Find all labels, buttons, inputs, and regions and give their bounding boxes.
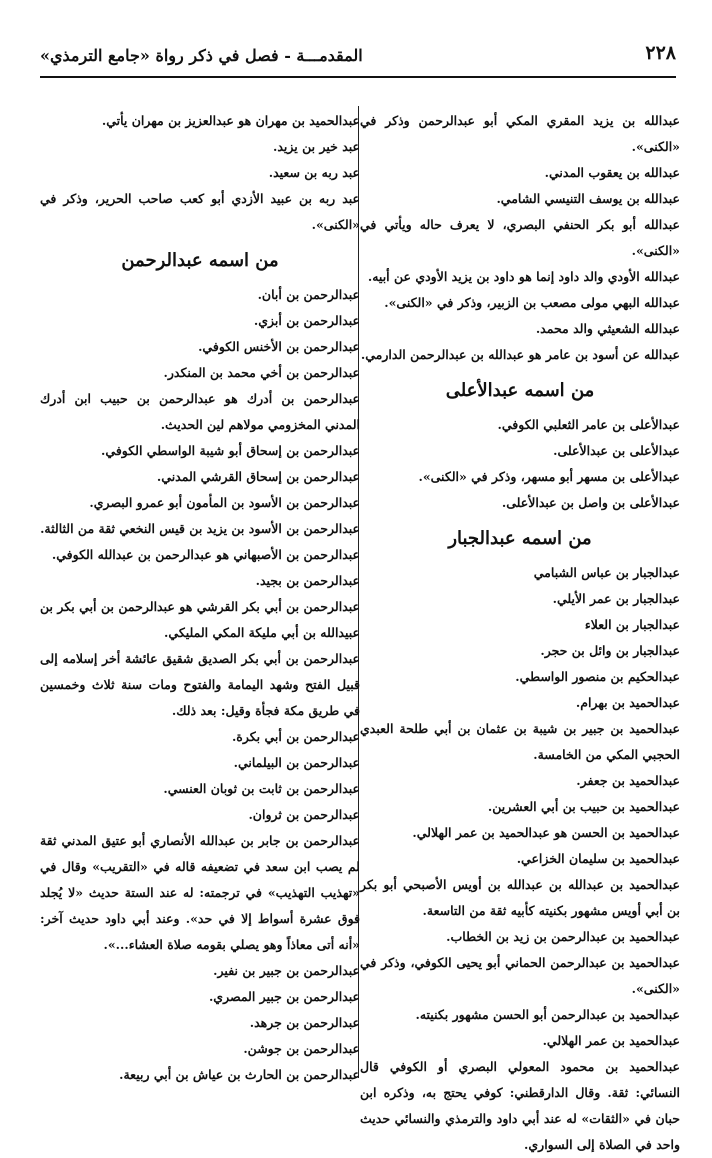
section-heading: من اسمه عبدالجبار (448, 528, 592, 549)
narrator-entry: عبدالرحمن بن جبير المصري. (208, 989, 360, 1004)
narrator-entry: عبدالرحمن بن جوشن. (243, 1041, 360, 1056)
narrator-entry: عبدالحميد بن عمر الهلالي. (542, 1033, 680, 1048)
narrator-entry: عبدالحميد بن جعفر. (576, 773, 680, 788)
narrator-entry: عبدالأعلى بن عامر الثعلبي الكوفي. (497, 417, 680, 432)
narrator-entry: عبدالحميد بن سليمان الخزاعي. (516, 851, 680, 866)
right-column (360, 108, 680, 1158)
narrator-entry: عبدالرحمن بن الأخنس الكوفي. (198, 339, 360, 354)
narrator-entry: عبد ربه بن سعيد. (268, 165, 360, 180)
narrator-entry: عبدالحميد بن محمود المعولي البصري أو الكوفي قال النسائي: ثقة. وقال الدارقطني: كوفي يحتج به، وذكره ابن حبان في «الثقات» له عند أبي داود والترمذي والنسائي حديث واحد في الصلاة إلى السواري. (360, 1059, 680, 1152)
narrator-entry: عبدالله بن يعقوب المدني. (544, 165, 680, 180)
narrator-entry: عبدالرحمن بن الأصبهاني هو عبدالرحمن بن عبدالله الكوفي. (51, 547, 360, 562)
narrator-entry: عبدالحميد بن بهرام. (575, 695, 680, 710)
narrator-entry: عبدالله عن أسود بن عامر هو عبدالله بن عبدالرحمن الدارمي. (360, 347, 680, 362)
narrator-entry: عبدالرحمن بن أبان. (257, 287, 360, 302)
narrator-entry: عبدالحميد بن حبيب بن أبي العشرين. (487, 799, 680, 814)
narrator-entry: عبدالله البهي مولى مصعب بن الزبير، وذكر في «الكنى». (384, 295, 680, 310)
running-title: المقدمـــة - فصل في ذكر رواة «جامع الترمذي» (40, 46, 363, 65)
narrator-entry: عبدالحميد بن عبدالرحمن بن زيد بن الخطاب. (446, 929, 680, 944)
narrator-entry: عبدالرحمن بن أبي بكرة. (231, 729, 360, 744)
narrator-entry: عبدالرحمن بن بجيد. (255, 573, 360, 588)
narrator-entry: عبدالرحمن بن أدرك هو عبدالرحمن بن حبيب ابن أدرك المدني المخزومي مولاهم لين الحديث. (40, 391, 360, 432)
narrator-entry: عبدالله الشعيثي والد محمد. (535, 321, 680, 336)
narrator-entry: عبد ربه بن عبيد الأزدي أبو كعب صاحب الحرير، وذكر في «الكنى». (40, 191, 360, 232)
narrator-entry: عبد خير بن يزيد. (272, 139, 360, 154)
narrator-entry: عبدالأعلى بن عبدالأعلى. (553, 443, 680, 458)
narrator-entry: عبدالجبار بن عمر الأيلي. (552, 591, 680, 606)
narrator-entry: عبدالرحمن بن ثابت بن ثوبان العنسي. (163, 781, 360, 796)
narrator-entry: عبدالله بن يوسف التنيسي الشامي. (496, 191, 680, 206)
section-heading: من اسمه عبدالأعلى (445, 380, 595, 401)
narrator-entry: عبدالرحمن بن الأسود بن المأمون أبو عمرو البصري. (89, 495, 360, 510)
narrator-entry: عبدالحكيم بن منصور الواسطي. (515, 669, 680, 684)
narrator-entry: عبدالرحمن بن الأسود بن يزيد بن قيس النخعي ثقة من الثالثة. (40, 521, 360, 536)
narrator-entry: عبدالرحمن بن ثروان. (248, 807, 360, 822)
narrator-entry: عبدالله الأودي والد داود إنما هو داود بن يزيد الأودي عن أبيه. (367, 269, 680, 284)
narrator-entry: عبدالرحمن بن جبير بن نفير. (213, 963, 360, 978)
narrator-entry: عبدالحميد بن عبدالرحمن أبو الحسن مشهور بكنيته. (415, 1007, 680, 1022)
narrator-entry: عبدالحميد بن الحسن هو عبدالحميد بن عمر الهلالي. (412, 825, 680, 840)
narrator-entry: عبدالجبار بن وائل بن حجر. (540, 643, 680, 658)
narrator-entry: عبدالرحمن بن البيلماني. (233, 755, 360, 770)
narrator-entry: عبدالأعلى بن مسهر أبو مسهر، وذكر في «الكنى». (418, 469, 680, 484)
narrator-entry: عبدالأعلى بن واصل بن عبدالأعلى. (501, 495, 680, 510)
narrator-entry: عبدالرحمن بن جابر بن عبدالله الأنصاري أبو عتيق المدني ثقة لم يصب ابن سعد في تضعيفه قاله في «التقريب» وقال في «تهذيب التهذيب» في ترجمته: له عند الستة حديث «لا يُجلد فوق عشرة أسواط إلا في حد». وعند أبي داود حديث آخر: «أنه أتى معاذاً وهو يصلي بقومه صلاة العشاء...». (40, 833, 360, 952)
page-header (40, 38, 676, 74)
narrator-entry: عبدالرحمن بن إسحاق القرشي المدني. (156, 469, 360, 484)
narrator-entry: عبدالله أبو بكر الحنفي البصري، لا يعرف حاله ويأتي في «الكنى». (360, 217, 680, 258)
left-column (40, 108, 360, 1088)
section-heading: من اسمه عبدالرحمن (121, 250, 279, 271)
narrator-entry: عبدالرحمن بن الحارث بن عياش بن أبي ربيعة. (119, 1067, 360, 1082)
narrator-entry: عبدالحميد بن عبدالله بن عبدالله بن أويس الأصبحي أبو بكر بن أبي أويس مشهور بكنيته كأبيه ثقة من التاسعة. (360, 877, 680, 918)
narrator-entry: عبدالرحمن بن إسحاق أبو شيبة الواسطي الكوفي. (101, 443, 360, 458)
page-number: ٢٢٨ (645, 42, 676, 64)
narrator-entry: عبدالرحمن بن أبي بكر الصديق شقيق عائشة أخر إسلامه إلى قبيل الفتح وشهد اليمامة والفتوح ومات سنة ثلاث وخمسين في طريق مكة فجأة وقيل: بعد ذلك. (40, 651, 360, 718)
header-rule (40, 76, 676, 78)
narrator-entry: عبدالرحمن بن أخي محمد بن المنكدر. (163, 365, 360, 380)
narrator-entry: عبدالرحمن بن أبي بكر القرشي هو عبدالرحمن بن أبي بكر بن عبيدالله بن أبي مليكة المكي المليكي. (40, 599, 360, 640)
narrator-entry: عبدالله بن يزيد المقري المكي أبو عبدالرحمن وذكر في «الكنى». (360, 113, 680, 154)
narrator-entry: عبدالحميد بن مهران هو عبدالعزيز بن مهران يأتي. (101, 113, 360, 128)
narrator-entry: عبدالحميد بن جبير بن شيبة بن عثمان بن أبي طلحة العبدي الحجبي المكي من الخامسة. (360, 721, 680, 762)
narrator-entry: عبدالرحمن بن جرهد. (249, 1015, 360, 1030)
narrator-entry: عبدالجبار بن عباس الشبامي (533, 565, 680, 580)
narrator-entry: عبدالرحمن بن أبزي. (253, 313, 360, 328)
narrator-entry: عبدالجبار بن العلاء (584, 617, 680, 632)
narrator-entry: عبدالحميد بن عبدالرحمن الحماني أبو يحيى الكوفي، وذكر في «الكنى». (360, 955, 680, 996)
